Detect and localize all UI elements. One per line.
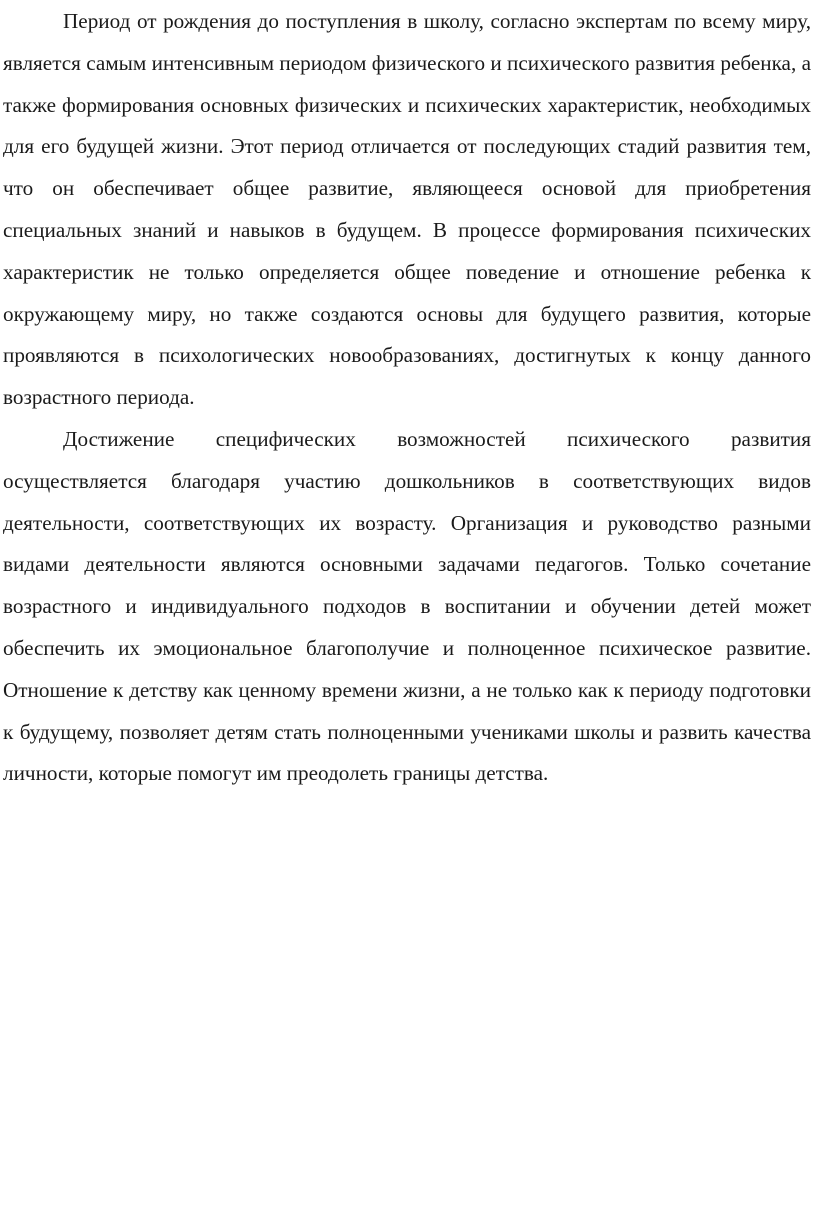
paragraph-2: Достижение специфических возможностей психического развития осуществляется благодаря участию дошкольников в соответствующих видов деятельности, соответствующих их возрасту. Организация и руководство разными видами деятельности являются основными задачами педагогов. Только сочетание возрастного и индивидуального подходов в воспитании и обучении детей может обеспечить их эмоциональное благополучие и полноценное психическое развитие. Отношение к детству как ценному времени жизни, а не только как к периоду подготовки к будущему, позволяет детям стать полноценными учениками школы и развить качества личности, которые помогут им преодолеть границы детства. (3, 426, 811, 786)
document-body (3, 1, 811, 795)
paragraph-1: Период от рождения до поступления в школу, согласно экспертам по всему миру, является самым интенсивным периодом физического и психического развития ребенка, а также формирования основных физических и психических характеристик, необходимых для его будущей жизни. Этот период отличается от последующих стадий развития тем, что он обеспечивает общее развитие, являющееся основой для приобретения специальных знаний и навыков в будущем. В процессе формирования психических характеристик не только определяется общее поведение и отношение ребенка к окружающему миру, но также создаются основы для будущего развития, которые проявляются в психологических новообразованиях, достигнутых к концу данного возрастного периода. (3, 9, 811, 410)
